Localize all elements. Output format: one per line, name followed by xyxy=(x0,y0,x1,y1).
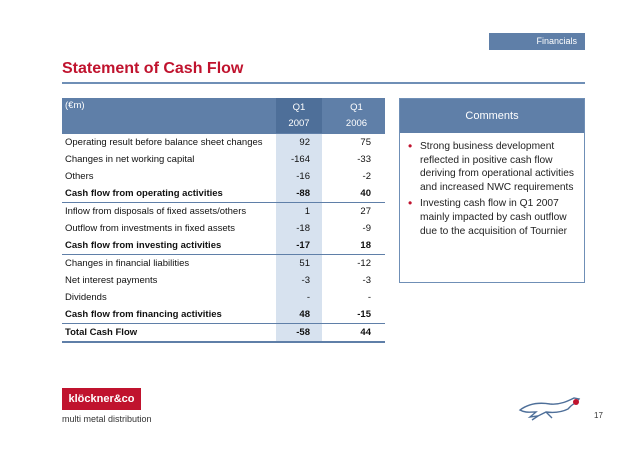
table-row xyxy=(62,306,385,324)
value-q1-2006: 27 xyxy=(360,206,371,217)
row-label: Cash flow from financing activities xyxy=(62,306,270,324)
table-row xyxy=(62,255,385,273)
value-q1-2007: -17 xyxy=(276,237,322,255)
column-header-label: (€m) xyxy=(62,98,270,134)
row-label: Cash flow from investing activities xyxy=(62,237,270,255)
table-header-row xyxy=(62,98,385,134)
row-label: Cash flow from operating activities xyxy=(62,185,270,203)
comments-box xyxy=(399,98,585,283)
value-q1-2007: 1 xyxy=(276,203,322,221)
value-q1-2007: -164 xyxy=(276,151,322,168)
row-label: Others xyxy=(65,171,94,182)
value-q1-2007: - xyxy=(276,289,322,306)
section-tag: Financials xyxy=(489,33,585,50)
comment-item: • Investing cash flow in Q1 2007 mainly impacted by cash outflow due to the acquisition of Tournier xyxy=(408,196,568,237)
column-header-q1-2007: Q1 2007 xyxy=(276,98,322,134)
value-q1-2006: -33 xyxy=(357,154,371,165)
table-row xyxy=(62,324,385,343)
table-row xyxy=(62,134,385,152)
table-row xyxy=(62,272,385,289)
comment-item: • Strong business development reflected in positive cash flow deriving from operational activities and increased NWC requirements xyxy=(408,139,575,193)
value-q1-2006: 75 xyxy=(328,134,385,152)
value-q1-2007: 51 xyxy=(276,255,322,273)
company-tagline: multi metal distribution xyxy=(62,414,152,424)
value-q1-2006: - xyxy=(367,292,371,303)
comments-list xyxy=(400,133,584,238)
value-q1-2007: -18 xyxy=(276,220,322,237)
table-row xyxy=(62,220,385,237)
row-label: Operating result before balance sheet changes xyxy=(62,134,270,152)
company-logo: klöckner&co xyxy=(62,388,141,410)
value-q1-2007: 48 xyxy=(276,306,322,324)
value-q1-2007: -58 xyxy=(276,324,322,343)
bullet-icon: • xyxy=(408,196,413,211)
table-row xyxy=(62,289,385,306)
value-q1-2006: -12 xyxy=(357,258,371,269)
value-q1-2006: 18 xyxy=(328,237,385,255)
value-q1-2006: -9 xyxy=(362,223,371,234)
table-row xyxy=(62,237,385,255)
row-label: Inflow from disposals of fixed assets/others xyxy=(65,206,247,217)
greyhound-mascot-icon xyxy=(516,392,584,422)
value-q1-2007: -3 xyxy=(276,272,322,289)
title-divider xyxy=(62,82,585,84)
row-label: Net interest payments xyxy=(65,275,158,286)
value-q1-2007: -16 xyxy=(276,168,322,185)
row-label: Changes in financial liabilities xyxy=(65,258,190,269)
table-row xyxy=(62,151,385,168)
value-q1-2007: -88 xyxy=(276,185,322,203)
value-q1-2006: 44 xyxy=(328,324,385,343)
column-header-q1-2006: Q1 2006 xyxy=(328,98,385,134)
value-q1-2006: -2 xyxy=(362,171,371,182)
value-q1-2007: 92 xyxy=(276,134,322,152)
comments-heading: Comments xyxy=(400,99,584,133)
row-label: Changes in net working capital xyxy=(65,154,195,165)
cash-flow-table xyxy=(62,98,385,343)
row-label: Total Cash Flow xyxy=(62,324,270,343)
value-q1-2006: 40 xyxy=(328,185,385,203)
table-row xyxy=(62,185,385,203)
row-label: Outflow from investments in fixed assets xyxy=(65,223,236,234)
page-title: Statement of Cash Flow xyxy=(62,60,244,77)
bullet-icon: • xyxy=(408,139,413,153)
table-row xyxy=(62,168,385,185)
value-q1-2006: -3 xyxy=(362,275,371,286)
table-row xyxy=(62,203,385,221)
value-q1-2006: -15 xyxy=(328,306,385,324)
page-number: 17 xyxy=(594,411,603,420)
row-label: Dividends xyxy=(65,292,107,303)
